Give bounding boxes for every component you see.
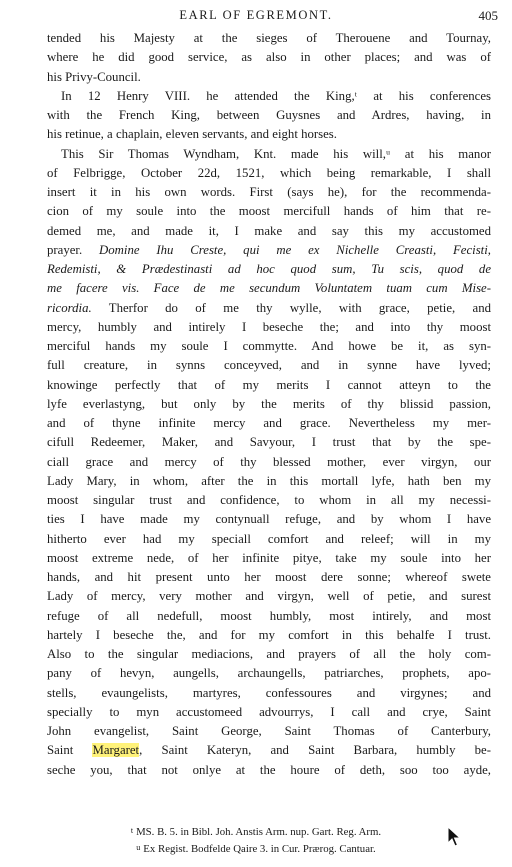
text-line [47,626,491,645]
line-text: his retinue, a chaplain, eleven servants, and eight horses. [47,127,337,142]
line-text: merciful hands my soule I commytte. And howe be it, as syn- [47,339,491,353]
line-text-italic: Domine Ihu Creste, qui me ex Nichelle Creasti, Fecisti, [99,242,491,257]
text-line [47,433,491,452]
text-line [47,395,491,414]
text-line [47,741,491,760]
line-text: where he did good service, as also in other places; and was of [47,50,491,65]
footnote [0,823,512,840]
line-text: stells, evaungelists, martyres, confessoures and virgynes; and [47,685,491,700]
text-line [47,491,491,510]
text-line [47,164,491,183]
text-line [47,607,491,626]
page-number: 405 [478,8,498,23]
text-line [47,183,491,202]
line-text: refuge of all nedefull, moost humbly, most intirely, and most [47,608,491,623]
text-line [47,356,491,375]
line-text: hartely I beseche the, and for my comfort in this behalfe I trust. [47,627,491,642]
body-text [47,29,491,780]
text-line [47,145,491,164]
line-text: Saint [47,743,93,758]
highlighted-search-term: Margaret [92,743,140,758]
text-line [47,260,491,279]
text-line [47,549,491,568]
text-line [47,510,491,529]
line-text: pany of hevyn, aungells, archaungells, patriarches, prophets, apo- [47,666,491,681]
line-text: Lady of mercy, very mother and virgyn, well of petie, and surest [47,589,491,604]
text-line [47,453,491,472]
text-line [47,222,491,241]
text-line [47,202,491,221]
text-line [47,241,491,260]
line-text: tended his Majesty at the sieges of Therouene and Tournay, [47,31,491,45]
text-line [47,337,491,356]
line-text: cifull Redeemer, Maker, and Savyour, I trust that by the spe- [47,435,491,450]
text-line [47,645,491,664]
page-header [0,6,512,26]
text-line [47,376,491,395]
line-text: Also to the singular mediacions, and prayers of all the holy com- [47,647,491,661]
text-line [47,87,491,106]
text-line [47,568,491,587]
text-line [47,279,491,298]
line-text: , Saint Kateryn, and Saint Barbara, humbly be- [139,743,491,758]
line-text: seche you, that not onlye at the houre of deth, soo too ayde, [47,762,491,777]
text-line [47,48,491,67]
text-line [47,68,491,87]
footnote-mark: t [130,826,134,835]
footnote [0,840,512,857]
text-line [47,722,491,741]
line-text: with the French King, between Guysnes and Ardres, having, in [47,108,491,122]
text-line [47,684,491,703]
text-line [47,125,491,144]
footnote-mark: u [136,843,141,852]
text-line [47,587,491,606]
line-text: moost extreme nede, of her infinite pitye, take my soule into her [47,550,491,565]
running-head: EARL OF EGREMONT. [179,8,333,22]
line-text: demed me, and made it, I make and say this my accustomed [47,223,491,238]
line-text: ciall grace and mercy of thy blessed mother, ever virgyn, our [47,454,491,469]
line-text: prayer. [47,242,83,257]
line-text: hitherto ever had my speciall comfort and releef; will in my [47,531,491,546]
line-text: full creature, in synns conceyved, and in synne have lyved; [47,358,491,373]
line-text: cion of my soule into the moost mercifull hands of him that re- [47,204,491,219]
text-line [47,664,491,683]
line-text: of Felbrigge, October 22d, 1521, which being remarkable, I shall [47,165,491,180]
text-line [47,414,491,433]
line-text: moost singular trust and confidence, to whom in all my necessi- [47,493,491,507]
line-text: insert it in his own words. First (says he), for the recommenda- [47,185,491,199]
line-text: me facere vis. Face de me secundum Voluntatem tuam cum Mise- [47,281,491,296]
footnotes [0,823,512,857]
line-text: lyfe everlastyng, but only by the merits of thy blissid passion, [47,396,491,411]
text-line [47,299,491,318]
line-text: ties I have made my contynuall refuge, and by whom I have [47,512,491,527]
line-text: This Sir Thomas Wyndham, Knt. made his will,ᵘ at his manor [61,146,491,161]
line-text: John evangelist, Saint George, Saint Thomas of Canterbury, [47,724,491,738]
line-text: Redemisti, & Prædestinasti ad hoc quod sum, Tu scis, quod de [47,262,491,276]
line-text: Lady Mary, in whom, after the in this mortall lyfe, hath ben my [47,473,491,488]
line-text: and of thyne infinite mercy and grace. Nevertheless my mer- [47,416,491,430]
text-line [47,530,491,549]
line-text: specially to myn accustomeed advourrys, I call and crye, Saint [47,704,491,719]
mouse-pointer-icon [447,826,461,853]
line-text: his Privy-Council. [47,69,141,84]
footnote-text: MS. B. 5. in Bibl. Joh. Anstis Arm. nup. Gart. Reg. Arm. [136,826,382,838]
footnote-text: Ex Regist. Bodfelde Qaire 3. in Cur. Prærog. Cantuar. [143,843,376,855]
line-text: hands, and hit present unto her moost dere sonne; whereof swete [47,570,491,584]
line-text-italic: ricordia. [47,300,92,315]
line-text: mercy, humbly and intirely I beseche the; and into thy moost [47,319,491,334]
text-line [47,703,491,722]
line-text: Therfor do of me thy wylle, with grace, petie, and [91,300,491,315]
text-line [47,106,491,125]
line-text: In 12 Henry VIII. he attended the King,ᵗ at his conferences [61,88,491,103]
line-text: knowinge perfectly that of my merits I cannot atteyn to the [47,377,491,392]
text-line [47,29,491,48]
text-line [47,318,491,337]
text-line [47,761,491,780]
text-line [47,472,491,491]
